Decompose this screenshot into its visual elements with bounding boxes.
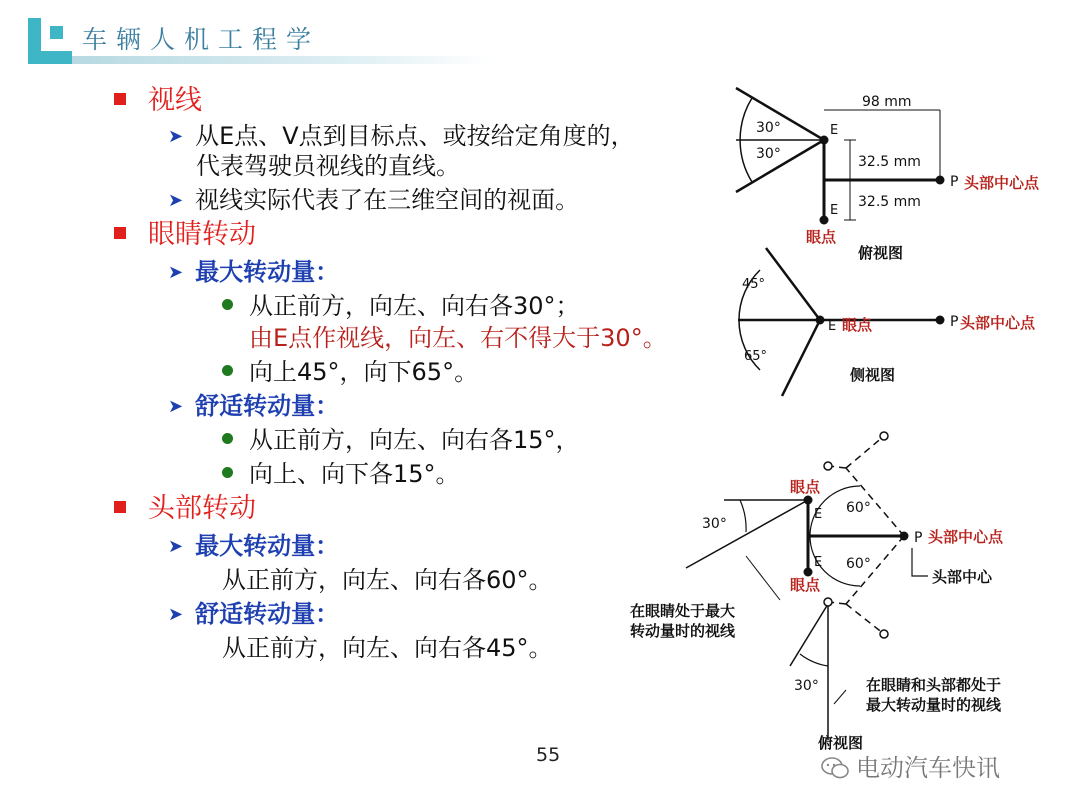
head-max-value: 从正前方，向左、向右各60°。 (222, 566, 553, 594)
fig1-dim-lower: 32.5 mm (858, 194, 921, 210)
head-max-heading: ➤ 最大转动量： (168, 532, 340, 560)
fig3-p-label: P (914, 530, 923, 546)
fig3-caption: 俯视图 (818, 734, 864, 752)
fig1-eye-dot-bottom (820, 216, 829, 225)
fig3-angle-60-bottom: 60° (846, 556, 871, 572)
fig3-e-bottom: E (814, 555, 823, 570)
eye-comfort-heading: ➤ 舒适转动量： (168, 392, 340, 420)
fig3-eye-point-top: 眼点 (790, 478, 821, 496)
fig2-head-point-dot (936, 316, 945, 325)
fig2-eye-dot (816, 316, 825, 325)
section-head-rotation: 头部转动 (114, 486, 256, 525)
section-sightline: 视线 (114, 78, 202, 117)
fig3-ring-upper-right (880, 432, 888, 440)
course-title: 车辆人机工程学 (82, 25, 321, 54)
fig1-angle-upper: 30° (756, 120, 781, 136)
fig3-note1-line1: 在眼睛处于最大 (630, 602, 736, 620)
section-eye-rotation: 眼睛转动 (114, 212, 256, 251)
fig3-eye-point-bottom: 眼点 (790, 576, 821, 594)
fig2-angle-down: 65° (744, 349, 768, 364)
fig3-note2-line2: 最大转动量时的视线 (866, 696, 1002, 714)
head-comfort-value: 从正前方，向左、向右各45°。 (222, 634, 553, 662)
wechat-icon (820, 756, 850, 780)
fig1-eye-point: 眼点 (806, 228, 837, 246)
arrow-bullet-icon: ➤ (168, 190, 184, 211)
fig3-note1-line2: 转动量时的视线 (630, 622, 736, 640)
fig3-ring-lower-left (824, 598, 832, 606)
fig3-ring-upper-left (824, 462, 832, 470)
fig1-head-center-point: 头部中心点 (964, 174, 1040, 192)
fig3-angle-30-top: 30° (702, 516, 727, 532)
eye-comfort-horizontal: 从正前方，向左、向右各15°， (222, 420, 580, 455)
fig2-p-label: P (950, 314, 959, 330)
eye-max-horizontal: 从正前方，向左、向右各30°； (222, 286, 580, 321)
fig3-ring-lower-right (880, 630, 888, 638)
fig2-side-view (738, 248, 940, 396)
fig3-eye-dot-top (804, 496, 813, 505)
eye-comfort-vertical: 向上、向下各15°。 (222, 454, 460, 489)
arrow-bullet-icon: ➤ (168, 126, 184, 147)
head-comfort-heading: ➤ 舒适转动量： (168, 600, 340, 628)
fig1-dim-98: 98 mm (862, 94, 912, 110)
eye-max-vertical: 向上45°，向下65°。 (222, 352, 478, 387)
sightline-point-2: ➤ 视线实际代表了在三维空间的视面。 (168, 186, 580, 214)
fig2-angle-up: 45° (742, 277, 766, 292)
arrow-bullet-icon: ➤ (168, 262, 184, 283)
sightline-point-1: ➤ 从E点、V点到目标点、或按给定角度的， (168, 122, 635, 150)
sightline-point-1-cont: 代表驾驶员视线的直线。 (196, 152, 460, 180)
arrow-bullet-icon: ➤ (168, 396, 184, 417)
fig2-caption: 侧视图 (850, 366, 896, 384)
fig1-p-label: P (950, 174, 959, 190)
fig1-e-top: E (830, 123, 839, 138)
fig3-e-top: E (814, 507, 823, 522)
fig2-e-label: E (828, 319, 837, 334)
fig3-angle-30-bottom: 30° (794, 678, 819, 694)
eye-max-horizontal-note: 由E点作视线，向左、右不得大于30°。 (249, 324, 667, 352)
eye-max-heading: ➤ 最大转动量： (168, 258, 340, 286)
fig3-head-point-dot (900, 532, 909, 541)
fig3-angle-60-top: 60° (846, 500, 871, 516)
fig2-eye-point: 眼点 (842, 316, 873, 334)
fig2-head-center-point: 头部中心点 (960, 314, 1036, 332)
fig1-angle-lower: 30° (756, 146, 781, 162)
arrow-bullet-icon: ➤ (168, 536, 184, 557)
watermark: 电动汽车快讯 (820, 748, 1000, 783)
fig1-dim-upper: 32.5 mm (858, 154, 921, 170)
fig3-head-center-point: 头部中心点 (928, 528, 1004, 546)
arrow-bullet-icon: ➤ (168, 604, 184, 625)
fig1-e-bottom: E (830, 203, 839, 218)
fig1-head-point-dot (936, 176, 945, 185)
fig1-caption: 俯视图 (858, 244, 904, 262)
fig3-head-center: 头部中心 (932, 568, 993, 586)
fig3-note2-line1: 在眼睛和头部都处于 (866, 676, 1002, 694)
fig1-eye-dot-top (820, 136, 829, 145)
page-number: 55 (536, 744, 561, 766)
